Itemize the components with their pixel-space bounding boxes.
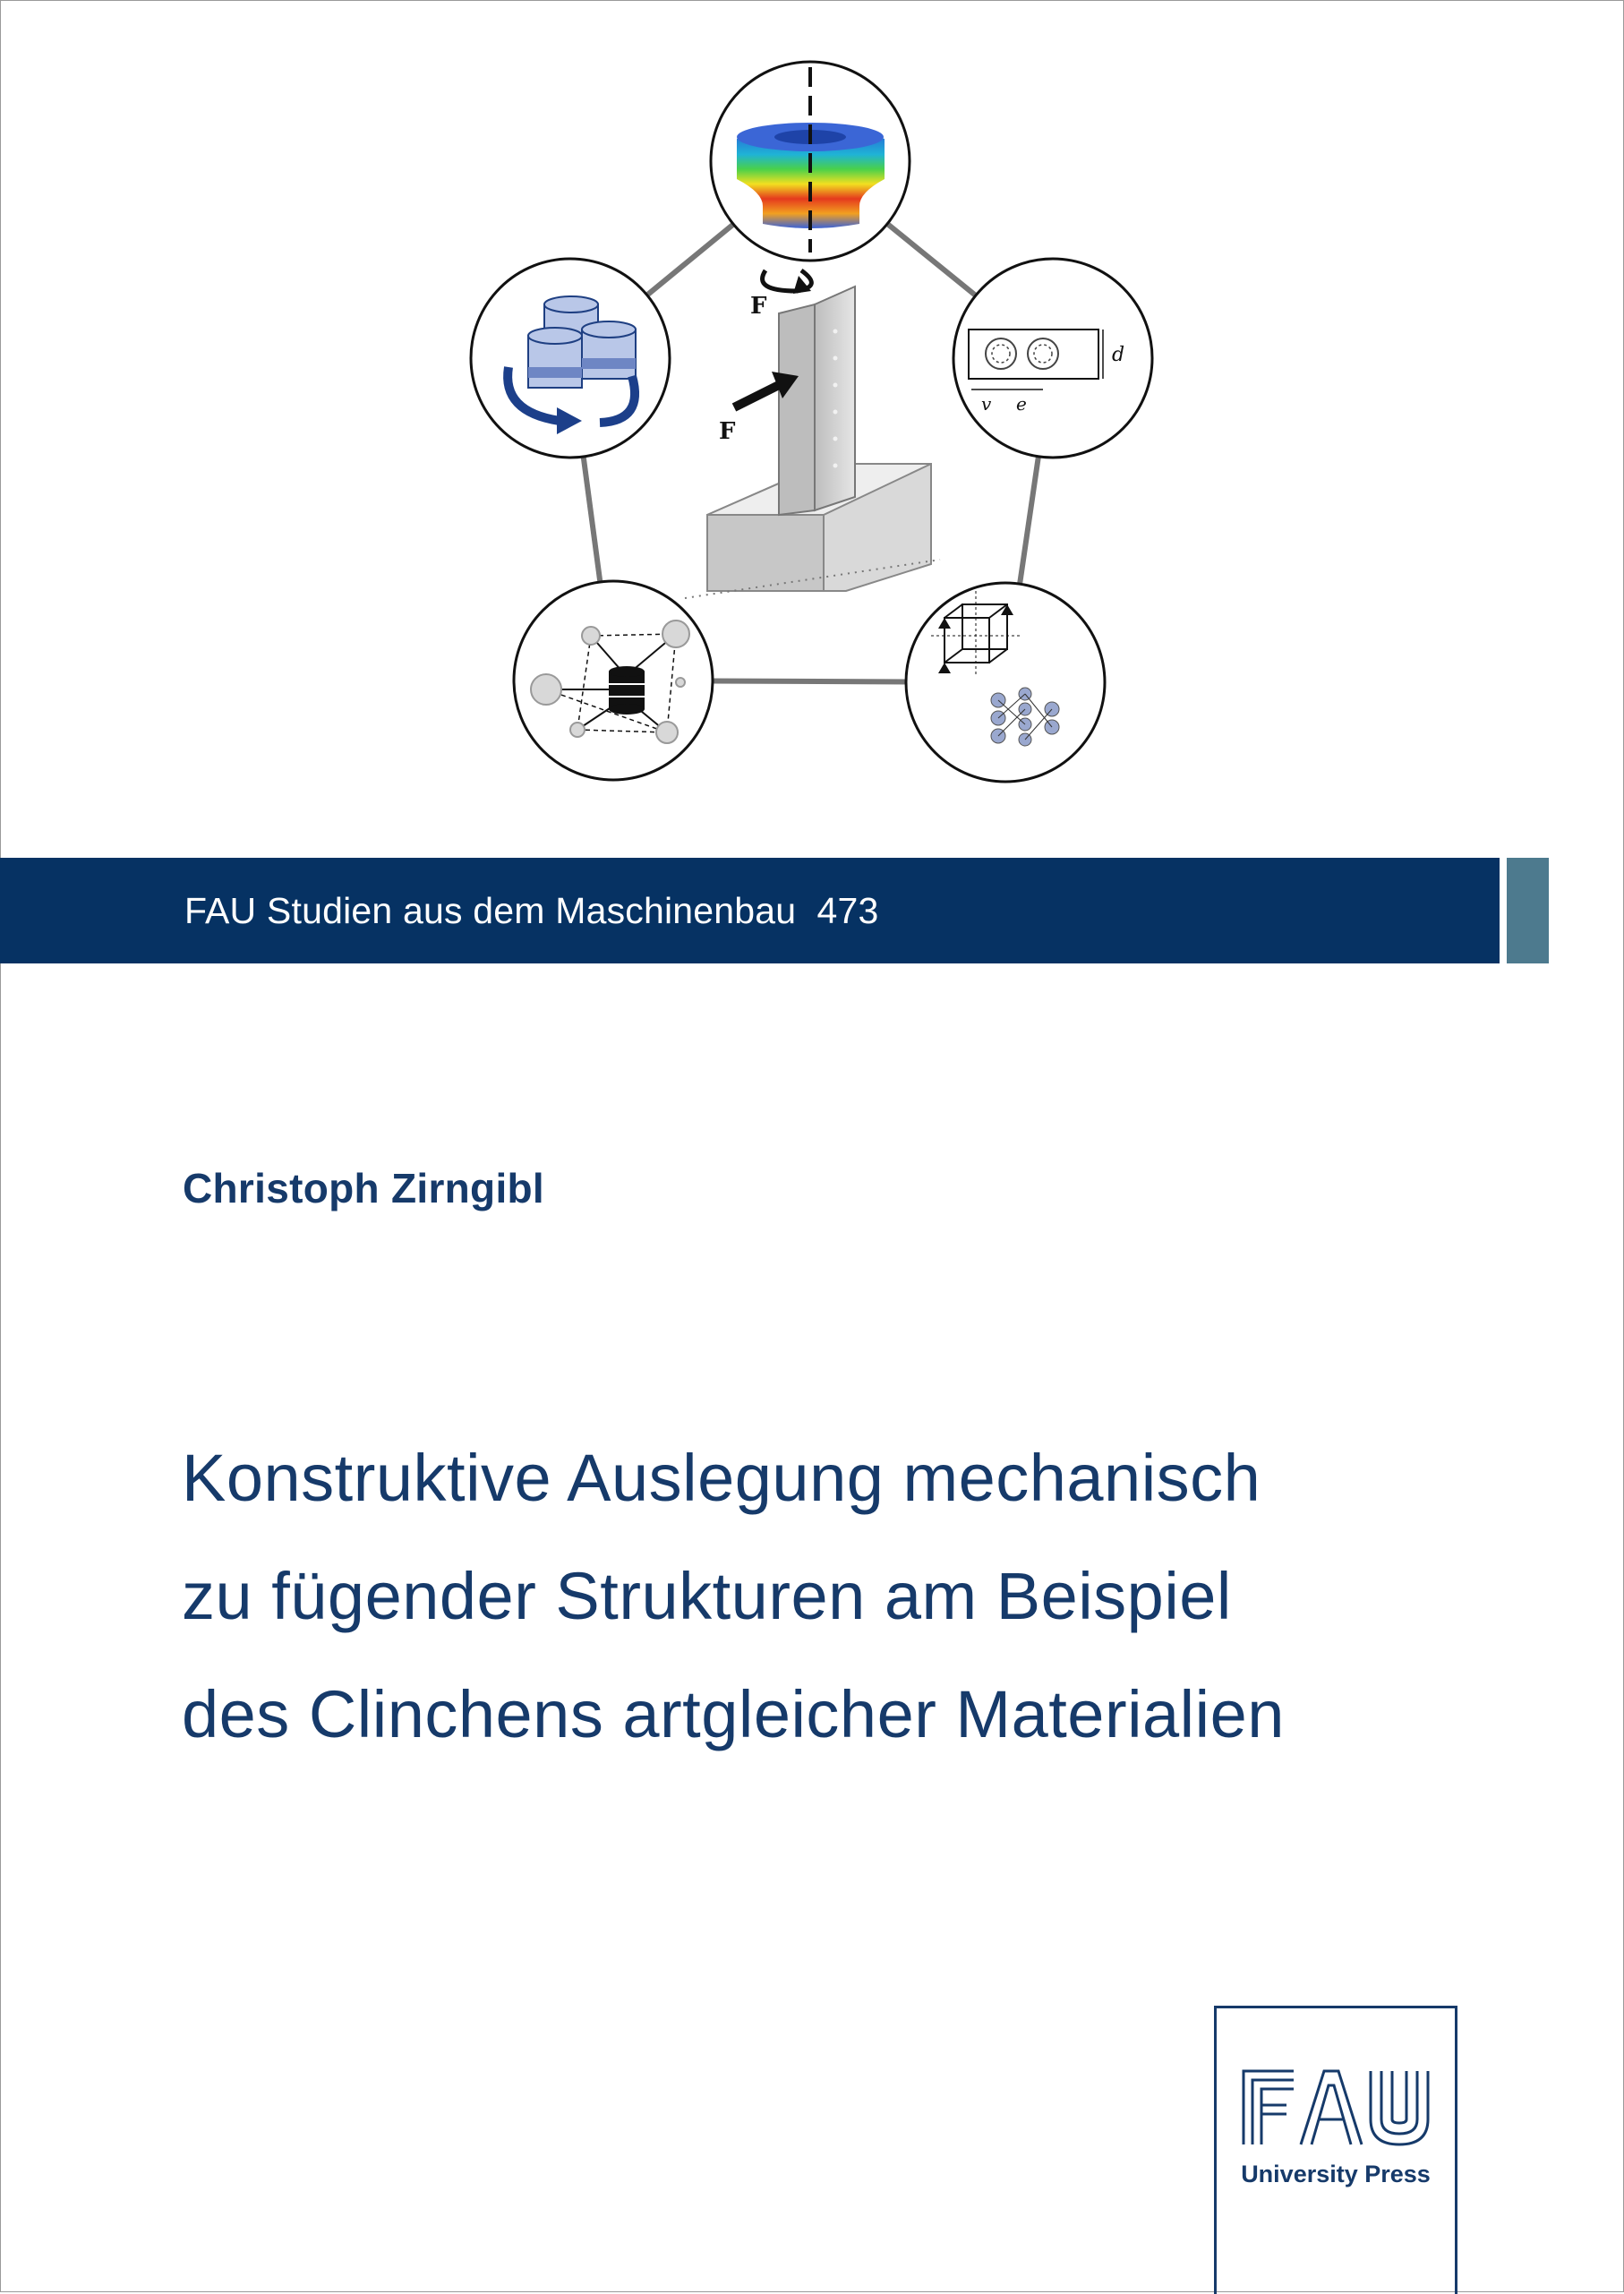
series-title-line [184,858,879,963]
dimension-label-v: v [981,393,992,415]
author-name: Christoph Zirngibl [183,1165,545,1211]
neural-network-icon [906,583,1105,782]
series-accent-bar [1507,858,1549,963]
series-title: FAU Studien aus dem Maschinenbau [184,890,797,931]
fe-simulation-icon [711,62,910,261]
cover-diagram [358,45,1253,806]
dimension-label-d: d [1112,344,1125,366]
series-volume: 473 [816,890,879,931]
fau-logo-icon [1238,2064,1435,2149]
title-line: zu fügender Strukturen am Beispiel [182,1559,1232,1633]
data-network-icon [514,581,713,780]
title-line: des Clinchens artgleicher Materialien [182,1677,1285,1751]
dimension-label-e: e [1016,393,1027,415]
title-line: Konstruktive Auslegung mechanisch [182,1441,1261,1515]
publisher-press-name: University Press [1241,2161,1431,2187]
geometry-dimensions-icon [953,259,1152,458]
force-label-left: F [719,418,736,445]
database-cycle-icon [471,259,670,458]
publisher-logo [1214,2006,1457,2294]
book-title [182,1419,1285,1774]
force-label-top: F [750,293,767,320]
clinched-structure-illustration [685,270,940,598]
